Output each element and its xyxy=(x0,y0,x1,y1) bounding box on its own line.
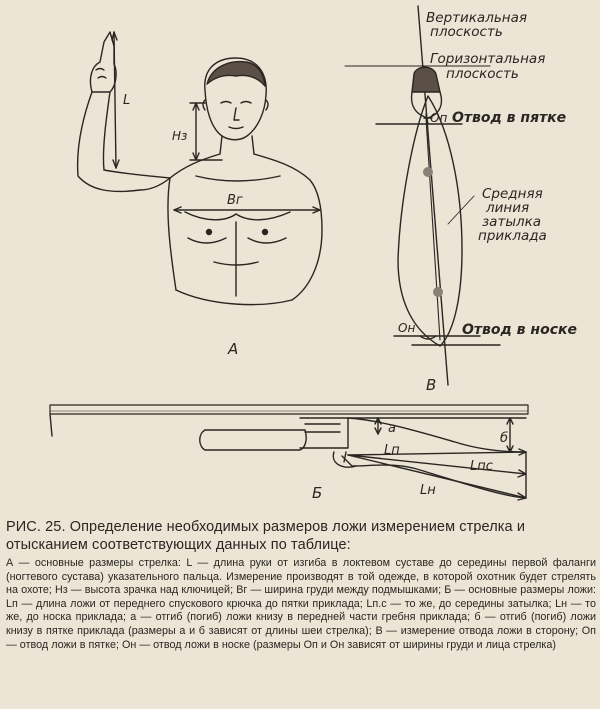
label-L: L xyxy=(123,93,131,108)
label-vertical-plane-1: Вертикальная xyxy=(426,10,528,26)
figure-a-man xyxy=(78,32,322,305)
label-Ln: Lн xyxy=(420,483,436,498)
label-horizontal-plane-1: Горизонтальная xyxy=(430,51,546,67)
label-a: а xyxy=(388,421,396,436)
label-op: Оп xyxy=(430,111,448,125)
label-toe-cast: Отвод в носке xyxy=(462,322,577,338)
label-middle-line-3: затылка xyxy=(482,214,542,230)
label-Lps: Lпс xyxy=(470,459,493,474)
legend-paragraph: А — основные размеры стрелка: L — длина руки от изгиба в локтевом суставе до середины первой фаланги (ногтевого сустава) указательного пальца. Измерение производят в той одежде, в которой охотник будет стрелять на охоте; Нз — высота зрачка над ключицей; Вг — ширина груди между подмышками; Б — основные размеры ложи: Lп — длина ложи от переднего спускового крючка до пятки приклада; Lп.с — то же, до середины затылка; Lн — то же, до носка приклада; а — отгиб (погиб) ложи книзу в передней части гребня приклада; б — отгиб (погиб) ложи книзу в пятке приклада (размеры а и б зависят от длины шеи стрелка); В — измерение отвода ложи в сторону; Оп — отвод ложи в пятке; Он — отвод ложи в носке (размеры Оп и Он зависят от ширины груди и лица стрелка) xyxy=(6,557,596,651)
label-B: Б xyxy=(312,484,323,502)
figure-b-gun xyxy=(50,405,528,500)
label-middle-line-4: приклада xyxy=(478,228,547,244)
label-V: В xyxy=(426,376,437,394)
label-horizontal-plane-2: плоскость xyxy=(446,66,519,82)
label-heel-cast: Отвод в пятке xyxy=(452,110,567,126)
label-A: А xyxy=(228,340,239,358)
label-b: б xyxy=(500,431,509,446)
label-Lp: Lп xyxy=(384,443,400,458)
label-middle-line-1: Средняя xyxy=(482,186,543,202)
figure-legend-text xyxy=(6,557,596,652)
label-on: Он xyxy=(398,321,416,335)
figure-caption: РИС. 25. Определение необходимых размеров ложи измерением стрелка и отысканием соответствующих данных по таблице: xyxy=(6,519,526,553)
label-Bg: Вг xyxy=(227,193,243,208)
label-middle-line-2: линия xyxy=(486,200,530,216)
label-Hz: Нз xyxy=(172,129,188,143)
label-vertical-plane-2: плоскость xyxy=(430,24,503,40)
